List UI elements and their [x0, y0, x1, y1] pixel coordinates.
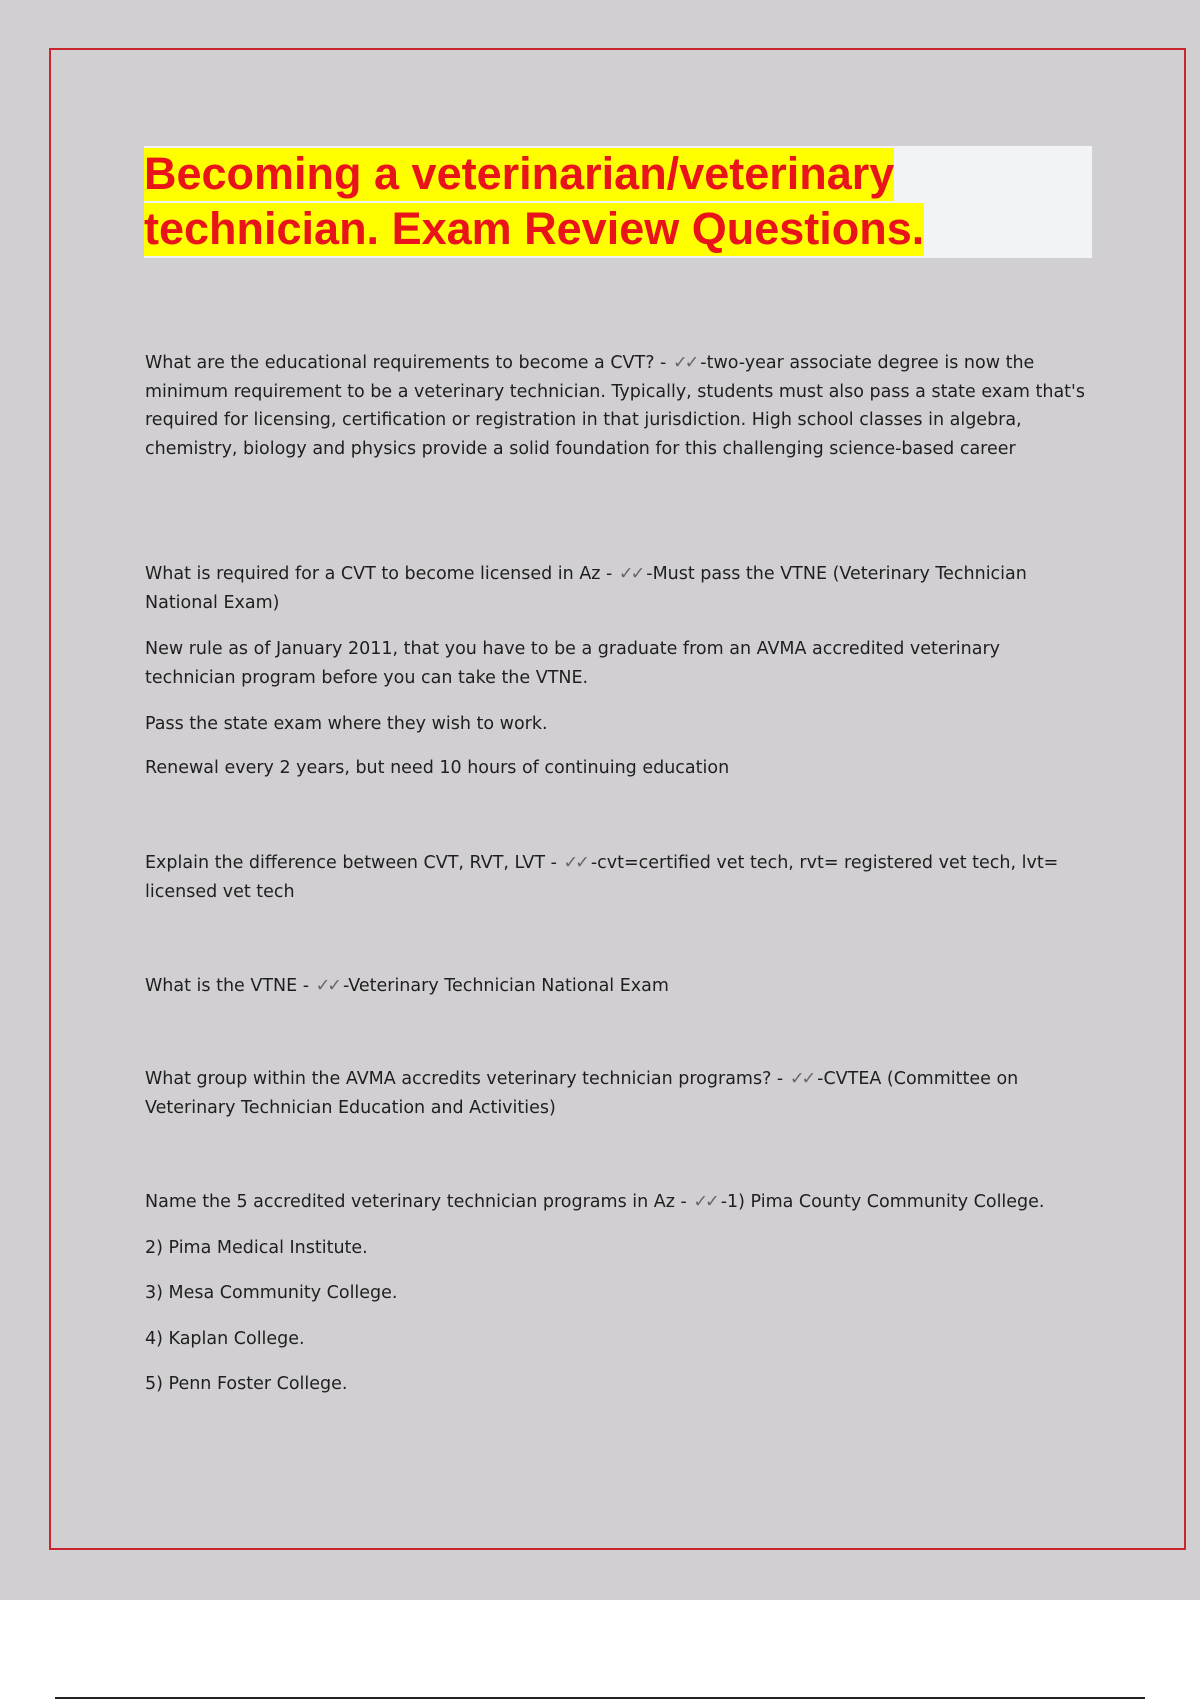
- title-line-2: technician. Exam Review Questions.: [144, 203, 925, 254]
- double-check-icon: ✓✓: [618, 564, 643, 584]
- answer-paragraph: Renewal every 2 years, but need 10 hours of continuing education: [145, 758, 730, 778]
- question-text: What group within the AVMA accredits veterinary technician programs? -: [145, 1069, 789, 1089]
- double-check-icon: ✓✓: [315, 976, 339, 996]
- answer-paragraph: New rule as of January 2011, that you have to be a graduate from an AVMA accredited veterinary technician program before you can take the VTNE.: [145, 639, 1001, 688]
- page-bottom-divider: [55, 1697, 1145, 1699]
- list-item: 3) Mesa Community College.: [145, 1283, 398, 1303]
- double-check-icon: ✓✓: [672, 353, 697, 373]
- title-line-1: Becoming a veterinarian/veterinary: [144, 148, 895, 199]
- document-title: [144, 146, 1092, 256]
- answer-text: -two-year associate degree is now the minimum requirement to be a veterinary technician. Typically, students must also pass a state exam that's required for licensing, certification or registration in that jurisdiction. High school classes in algebra, chemistry, biology and physics provide a solid foundation for this challenging science-based career: [145, 353, 1085, 459]
- qa-item-1: [145, 349, 1085, 463]
- answer-paragraph: Pass the state exam where they wish to work.: [145, 714, 548, 734]
- list-item: 5) Penn Foster College.: [145, 1374, 348, 1394]
- list-item: 4) Kaplan College.: [145, 1329, 305, 1349]
- answer-text: -cvt=certified vet tech, rvt= registered vet tech, lvt= licensed vet tech: [145, 853, 1059, 902]
- answer-text: -1) Pima County Community College.: [720, 1192, 1045, 1212]
- question-text: Name the 5 accredited veterinary technician programs in Az -: [145, 1192, 693, 1212]
- double-check-icon: ✓✓: [789, 1069, 814, 1089]
- question-text: Explain the difference between CVT, RVT, LVT -: [145, 853, 563, 873]
- double-check-icon: ✓✓: [563, 853, 587, 873]
- qa-item-4: [145, 972, 1085, 1001]
- question-text: What is the VTNE -: [145, 976, 315, 996]
- answer-text: -Veterinary Technician National Exam: [342, 976, 669, 996]
- question-text: What are the educational requirements to become a CVT? -: [145, 353, 672, 373]
- qa-item-6: [145, 1188, 1085, 1217]
- answer-text: -CVTEA (Committee on Veterinary Technician Education and Activities): [145, 1069, 1019, 1118]
- qa-item-3: [145, 849, 1085, 906]
- answer-text: -Must pass the VTNE (Veterinary Technician National Exam): [145, 564, 1027, 613]
- qa-item-2: [145, 560, 1085, 617]
- list-item: 2) Pima Medical Institute.: [145, 1238, 368, 1258]
- qa-item-5: [145, 1065, 1085, 1122]
- question-text: What is required for a CVT to become licensed in Az -: [145, 564, 618, 584]
- double-check-icon: ✓✓: [693, 1192, 717, 1212]
